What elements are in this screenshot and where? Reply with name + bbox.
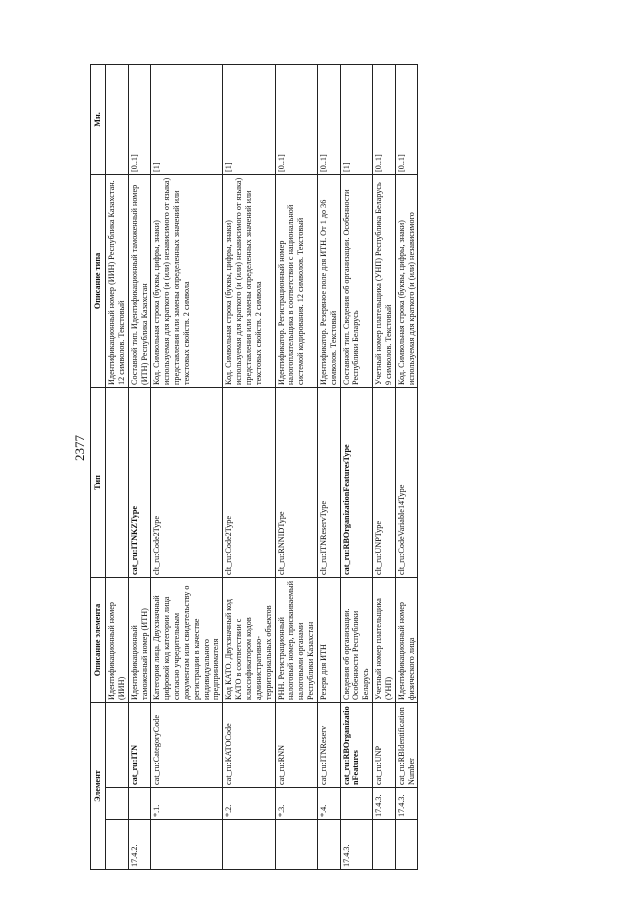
element-desc-cell: Код КАТО. Двухзначный код КАТО в соответствии с классификатором кодов административно-территориальных объектов [223, 577, 275, 702]
multiplicity-cell: [0..1] [317, 64, 340, 174]
type-cell: cat_ru:ITNKZType [128, 387, 151, 577]
table-row [128, 64, 151, 869]
header-row [91, 64, 106, 869]
table-row [151, 64, 223, 869]
multiplicity-cell: [1] [340, 64, 373, 174]
element-desc-cell: Категория лица. Двухзначный цифровой код категории лица согласно учредительным документам или свидетельству о регистрации в качестве индивидуального предпринимателя [151, 577, 223, 702]
element-desc-cell: Учетный номер плательщика (УНП) [373, 577, 396, 702]
type-cell: clt_ru:ITNReservType [317, 387, 340, 577]
element-name-cell: cat_ru:ITNReserv [317, 702, 340, 787]
row-number-cell [106, 820, 129, 870]
type-desc-cell: Составной тип. Сведения об организации. Особенности Республики Беларусь [340, 174, 373, 387]
header-mult: Мн. [91, 64, 106, 174]
spec-table [90, 64, 418, 870]
type-cell: cat_ru:RBOrganizationFeaturesType [340, 387, 373, 577]
type-desc-cell: Код. Символьная строка (буквы, цифры, знаки) используемая для краткого (и (или) независимого [395, 174, 418, 387]
table-row [317, 64, 340, 869]
table-row [223, 64, 275, 869]
header-element: Элемент [91, 702, 106, 869]
row-number-cell [151, 820, 223, 870]
table-row [275, 64, 317, 869]
type-desc-cell: Код. Символьная строка (буквы, цифры, знаки) используемая для краткого (и (или) независимого от языка) представления или замены определенных значений или текстовых свойств. 2 символа [151, 174, 223, 387]
element-desc-cell: Резерв для ИТН [317, 577, 340, 702]
element-desc-cell: РНН. Регистрационный налоговый номер, присваиваемый налоговыми органами Республики Казахстан [275, 577, 317, 702]
table-row [373, 64, 396, 869]
type-cell: clt_ru:Code2Type [151, 387, 223, 577]
element-desc-cell: Идентификационный номер физического лица [395, 577, 418, 702]
row-subnumber-cell: 17.4.3. [395, 788, 418, 820]
element-name-cell: cat_ru:ITN [128, 702, 151, 787]
multiplicity-cell: [0..1] [275, 64, 317, 174]
element-desc-cell: Идентификационный таможенный номер (ИТН) [128, 577, 151, 702]
element-name-cell: cat_ru:RBIdentificationNumber [395, 702, 418, 787]
type-desc-cell: Код. Символьная строка (буквы, цифры, знаки) используемая для краткого (и (или) независимого от языка) представления или замены определенных значений или текстовых свойств. 2 символа [223, 174, 275, 387]
multiplicity-cell [106, 64, 129, 174]
row-subnumber-cell: *.1. [151, 788, 223, 820]
table-row [395, 64, 418, 869]
element-name-cell: cat_ru:RNN [275, 702, 317, 787]
table-row [340, 64, 373, 869]
type-desc-cell: Учетный номер плательщика (УНП) Республика Беларусь 9 символов. Текстовый [373, 174, 396, 387]
row-number-cell [373, 820, 396, 870]
type-desc-cell: Идентификатор. Резервное поле для ИТН. От 1 до 36 символов. Текстовый [317, 174, 340, 387]
element-name-cell: cat_ru:UNP [373, 702, 396, 787]
element-desc-cell: Сведения об организации. Особенности Республики Беларусь [340, 577, 373, 702]
type-cell: clt_ru:Code2Type [223, 387, 275, 577]
element-name-cell: cat_ru:RBOrganizationFeatures [340, 702, 373, 787]
header-element-desc: Описание элемента [91, 577, 106, 702]
row-subnumber-cell [128, 788, 151, 820]
row-subnumber-cell: *.2. [223, 788, 275, 820]
table-row [106, 64, 129, 869]
page-number: 2377 [72, 435, 87, 461]
multiplicity-cell: [0..1] [128, 64, 151, 174]
row-number-cell [275, 820, 317, 870]
row-subnumber-cell [106, 788, 129, 820]
multiplicity-cell: [1] [151, 64, 223, 174]
header-type: Тип [91, 387, 106, 577]
rotated-table-container [90, 65, 615, 870]
type-desc-cell: Составной тип. Идентификационный таможенный номер (ИТН) Республика Казахстан [128, 174, 151, 387]
row-subnumber-cell: *.4. [317, 788, 340, 820]
element-name-cell: cat_ru:KATOCode [223, 702, 275, 787]
multiplicity-cell: [0..1] [373, 64, 396, 174]
element-name-cell [106, 702, 129, 787]
element-name-cell: cat_ru:CategoryCode [151, 702, 223, 787]
row-subnumber-cell [340, 788, 373, 820]
type-desc-cell: Идентификационный номер (ИИН) Республика Казахстан. 12 символов. Текстовый [106, 174, 129, 387]
row-number-cell [395, 820, 418, 870]
row-number-cell [317, 820, 340, 870]
type-cell: clt_ru:CodeVariable14Type [395, 387, 418, 577]
row-number-cell: 17.4.2. [128, 820, 151, 870]
element-desc-cell: Идентификационный номер (ИИН) [106, 577, 129, 702]
row-subnumber-cell: 17.4.3. [373, 788, 396, 820]
type-cell: clt_ru:RNNIDType [275, 387, 317, 577]
type-cell: clt_ru:UNPType [373, 387, 396, 577]
row-subnumber-cell: *.3. [275, 788, 317, 820]
row-number-cell [223, 820, 275, 870]
type-desc-cell: Идентификатор. Регистрационный номер налогоплательщика в соответствии с национальной системой кодирования. 12 символов. Текстовый [275, 174, 317, 387]
header-type-desc: Описание типа [91, 174, 106, 387]
row-number-cell: 17.4.3. [340, 820, 373, 870]
type-cell [106, 387, 129, 577]
multiplicity-cell: [0..1] [395, 64, 418, 174]
multiplicity-cell: [1] [223, 64, 275, 174]
